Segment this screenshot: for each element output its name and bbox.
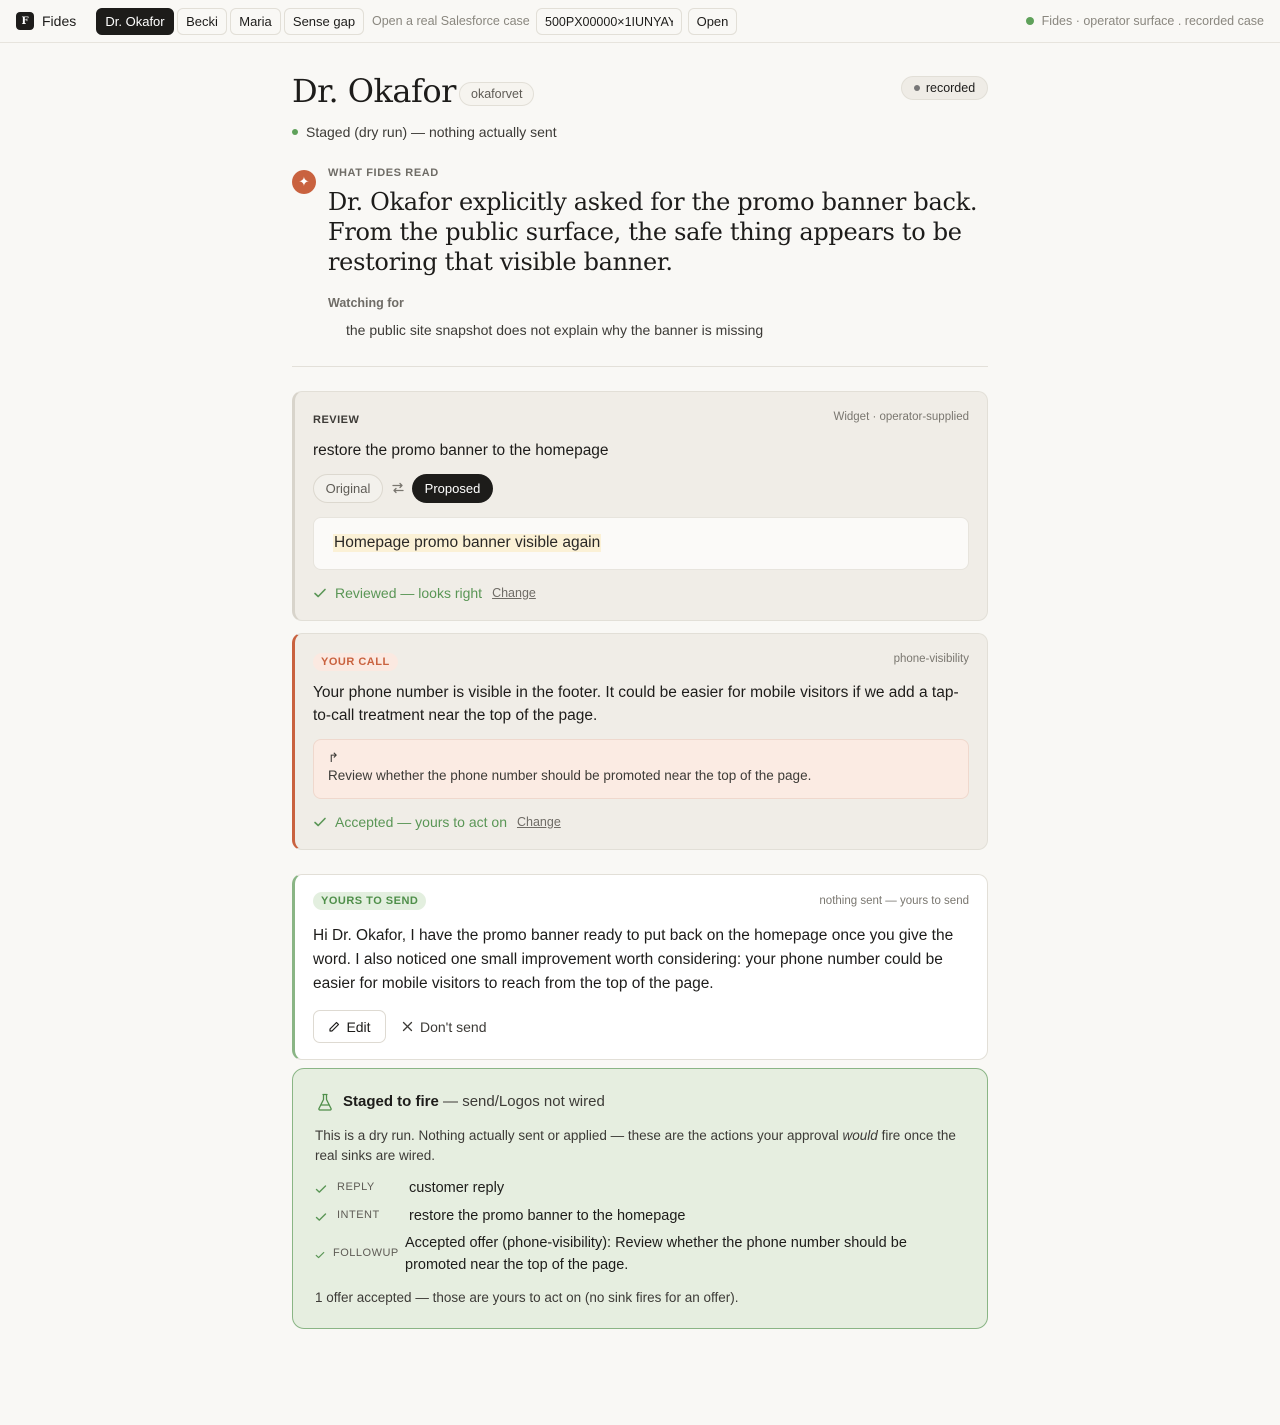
yours-to-send-tag: YOURS TO SEND <box>313 892 426 910</box>
staged-to-fire-panel <box>292 1068 988 1329</box>
staged-desc-em: would <box>842 1128 878 1143</box>
brand-name: Fides <box>42 13 77 29</box>
share-arrow-icon: ↱ <box>328 750 339 765</box>
staged-description <box>315 1126 965 1166</box>
action-value: customer reply <box>409 1180 505 1196</box>
action-key: INTENT <box>337 1209 380 1221</box>
check-icon <box>313 586 327 600</box>
tab-maria[interactable]: Maria <box>230 8 281 35</box>
recorded-dot-icon <box>914 85 920 91</box>
review-verdict-text: Reviewed — looks right <box>335 585 483 601</box>
swap-icon[interactable] <box>391 481 405 495</box>
close-icon <box>402 1021 413 1032</box>
action-value-cont: promoted near the top of the page. <box>405 1257 629 1273</box>
watching-for-item: the public site snapshot does not explain why the banner is missing <box>346 322 764 338</box>
your-call-meta: phone-visibility <box>893 653 969 665</box>
spark-icon: ✦ <box>292 170 316 194</box>
proposed-toggle[interactable]: Proposed <box>412 474 493 503</box>
proposed-text: Homepage promo banner visible again <box>334 534 601 551</box>
tab-becki[interactable]: Becki <box>177 8 227 35</box>
check-icon <box>315 1250 325 1260</box>
dont-send-label: Don't send <box>420 1018 487 1035</box>
yours-to-send-card <box>292 874 988 1060</box>
check-icon <box>313 815 327 829</box>
case-id-input[interactable] <box>536 8 682 35</box>
review-meta: Widget · operator-supplied <box>833 411 969 423</box>
draft-message-text: Hi Dr. Okafor, I have the promo banner ready to put back on the homepage once you give the word. I also noticed one small improvement worth considering: your phone number could be easier for mobile visitors to reach from the top of the page. <box>313 927 954 992</box>
divider <box>292 366 988 367</box>
staged-desc-2: fire once the real sinks are wired. <box>315 1128 956 1163</box>
action-key: FOLLOWUP <box>333 1247 399 1259</box>
your-call-tag: YOUR CALL <box>313 653 398 671</box>
surface-status <box>1026 14 1264 28</box>
your-call-card <box>292 633 988 850</box>
check-icon <box>315 1183 327 1195</box>
staged-title <box>343 1093 605 1110</box>
what-fides-read-label: WHAT FIDES READ <box>328 167 439 179</box>
original-toggle[interactable]: Original <box>313 474 383 503</box>
tab-sense-gap[interactable]: Sense gap <box>284 8 364 35</box>
page-title: Dr. Okafor <box>292 72 456 110</box>
dont-send-button[interactable] <box>402 1010 487 1043</box>
case-label: Open a real Salesforce case <box>372 14 530 28</box>
offer-text: Review whether the phone number should be promoted near the top of the page. <box>328 768 812 783</box>
customer-handle-badge: okaforvet <box>459 82 534 106</box>
dry-run-status <box>292 124 557 140</box>
action-value: Accepted offer (phone-visibility): Review whether the phone number should be <box>405 1235 907 1251</box>
recorded-badge <box>901 76 988 100</box>
action-value: restore the promo banner to the homepage <box>409 1208 686 1224</box>
proposed-text-box <box>313 517 969 570</box>
call-change-link[interactable]: Change <box>516 815 561 829</box>
staged-title-bold: Staged to fire <box>343 1093 439 1110</box>
dry-run-dot-icon <box>292 129 298 135</box>
watching-for-label: Watching for <box>328 296 404 310</box>
check-icon <box>315 1211 327 1223</box>
status-dot-icon <box>1026 17 1034 25</box>
call-verdict <box>313 814 561 830</box>
open-case-button[interactable]: Open <box>688 8 737 35</box>
flask-icon <box>317 1093 333 1111</box>
tab-dr-okafor[interactable]: Dr. Okafor <box>96 8 174 35</box>
edit-label: Edit <box>346 1018 371 1035</box>
pencil-icon <box>328 1021 340 1033</box>
dry-run-text: Staged (dry run) — nothing actually sent <box>306 124 557 140</box>
your-call-text: Your phone number is visible in the footer. It could be easier for mobile visitors if we add a tap-to-call treatment near the top of the page. <box>313 684 959 724</box>
review-tag: REVIEW <box>313 414 360 426</box>
review-intent: restore the promo banner to the homepage <box>313 442 609 459</box>
surface-status-text: Fides · operator surface . recorded case <box>1041 14 1264 28</box>
edit-button[interactable] <box>313 1010 386 1043</box>
action-key: REPLY <box>337 1181 375 1193</box>
review-change-link[interactable]: Change <box>492 586 536 600</box>
review-card <box>292 391 988 621</box>
review-verdict <box>313 585 536 601</box>
action-row-reply <box>315 1181 375 1195</box>
staged-footer: 1 offer accepted — those are yours to act on (no sink fires for an offer). <box>315 1290 739 1305</box>
fides-logo-icon: F <box>16 12 34 30</box>
action-row-intent <box>315 1209 380 1223</box>
call-verdict-text: Accepted — yours to act on <box>335 814 507 830</box>
brand[interactable] <box>16 11 76 31</box>
staged-title-rest: — send/Logos not wired <box>438 1093 605 1110</box>
offer-box <box>313 739 969 799</box>
what-fides-read-text: Dr. Okafor explicitly asked for the promo banner back. From the public surface, the safe thing appears to be restoring that visible banner. <box>328 188 978 276</box>
action-row-followup <box>315 1247 399 1260</box>
recorded-label: recorded <box>925 81 976 95</box>
top-bar <box>0 0 1280 43</box>
staged-desc-1: This is a dry run. Nothing actually sent or applied — these are the actions your approval <box>315 1128 843 1143</box>
yours-to-send-meta: nothing sent — yours to send <box>819 895 969 907</box>
